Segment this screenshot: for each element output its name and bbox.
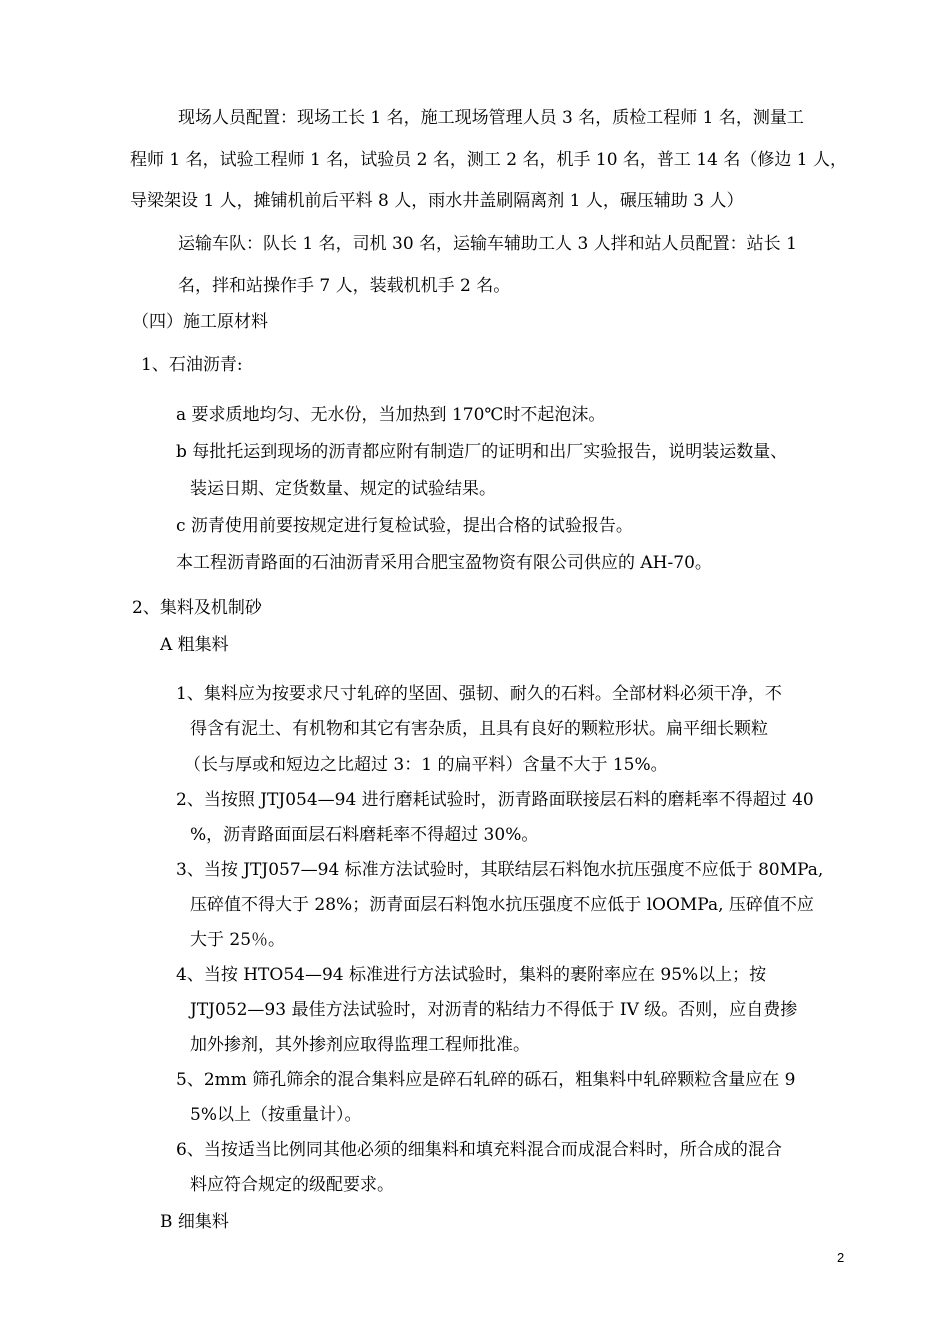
- personnel-line-2: 程师 1 名，试验工程师 1 名，试验员 2 名，测工 2 名，机手 10 名，普工 14 名（修边 1 人，: [130, 150, 847, 170]
- personnel-line-1: 现场人员配置：现场工长 1 名，施工现场管理人员 3 名，质检工程师 1 名，测量工: [178, 108, 804, 128]
- coarse-item-6-line-2: 料应符合规定的级配要求。: [190, 1175, 394, 1195]
- coarse-aggregate-title: A 粗集料: [160, 635, 229, 655]
- transport-line-2: 名，拌和站操作手 7 人，装载机机手 2 名。: [178, 276, 511, 296]
- coarse-item-2-line-1: 2、当按照 JTJ054—94 进行磨耗试验时，沥青路面联接层石料的磨耗率不得超过 40: [176, 790, 814, 810]
- coarse-item-6-line-1: 6、当按适当比例同其他必须的细集料和填充料混合而成混合料时，所合成的混合: [176, 1140, 782, 1160]
- asphalt-item-c: c 沥青使用前要按规定进行复检试验，提出合格的试验报告。: [176, 516, 633, 536]
- coarse-item-3-line-3: 大于 25％。: [190, 930, 286, 950]
- coarse-item-5-line-2: 5%以上（按重量计）。: [190, 1105, 362, 1125]
- aggregate-title: 2、集料及机制砂: [132, 598, 262, 618]
- coarse-item-4-line-2: JTJ052—93 最佳方法试验时，对沥青的粘结力不得低于 IV 级。否则，应自费掺: [190, 1000, 798, 1020]
- asphalt-item-b-line-2: 装运日期、定货数量、规定的试验结果。: [190, 479, 496, 499]
- coarse-item-2-line-2: %，沥青路面面层石料磨耗率不得超过 30%。: [190, 825, 539, 845]
- transport-line-1: 运输车队：队长 1 名，司机 30 名，运输车辅助工人 3 人拌和站人员配置：站长 1: [178, 234, 797, 254]
- coarse-item-1-line-1: 1、集料应为按要求尺寸轧碎的坚固、强韧、耐久的石料。全部材料必须干净，不: [176, 684, 782, 704]
- coarse-item-3-line-1: 3、当按 JTJ057—94 标准方法试验时，其联结层石料饱水抗压强度不应低于 80MPa,: [176, 860, 824, 880]
- coarse-item-5-line-1: 5、2mm 筛孔筛余的混合集料应是碎石轧碎的砾石，粗集料中轧碎颗粒含量应在 9: [176, 1070, 796, 1090]
- coarse-item-1-line-3: （长与厚或和短边之比超过 3：1 的扁平料）含量不大于 15%。: [184, 755, 668, 775]
- fine-aggregate-title: B 细集料: [160, 1212, 229, 1232]
- coarse-item-4-line-3: 加外掺剂，其外掺剂应取得监理工程师批准。: [190, 1035, 530, 1055]
- asphalt-item-b-line-1: b 每批托运到现场的沥青都应附有制造厂的证明和出厂实验报告，说明装运数量、: [176, 442, 788, 462]
- coarse-item-4-line-1: 4、当按 HTO54—94 标准进行方法试验时，集料的裹附率应在 95%以上；按: [176, 965, 767, 985]
- personnel-line-3: 导梁架设 1 人，摊铺机前后平料 8 人，雨水井盖刷隔离剂 1 人，碾压辅助 3 人）: [130, 191, 744, 211]
- coarse-item-3-line-2: 压碎值不得大于 28%；沥青面层石料饱水抗压强度不应低于 lOOMPa, 压碎值不应: [190, 895, 814, 915]
- coarse-item-1-line-2: 得含有泥土、有机物和其它有害杂质，且具有良好的颗粒形状。扁平细长颗粒: [190, 719, 768, 739]
- asphalt-title: 1、石油沥青:: [141, 355, 243, 375]
- page-number: 2: [837, 1250, 845, 1265]
- asphalt-supply-note: 本工程沥青路面的石油沥青采用合肥宝盈物资有限公司供应的 AH-70。: [176, 553, 712, 573]
- section-heading: （四）施工原材料: [132, 312, 268, 332]
- asphalt-item-a: a 要求质地均匀、无水份，当加热到 170℃时不起泡沫。: [176, 405, 606, 425]
